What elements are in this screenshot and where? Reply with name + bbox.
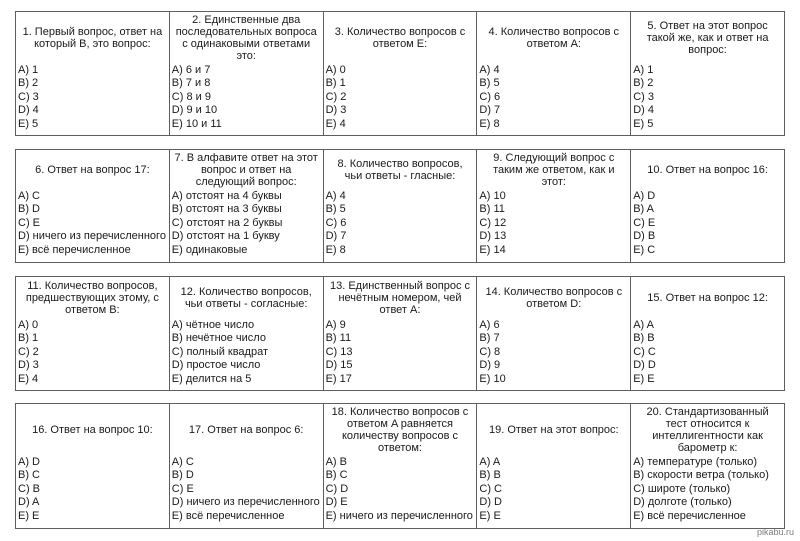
answer-option[interactable]: B) C [325, 469, 348, 482]
answer-option[interactable]: C) 3 [18, 90, 39, 103]
answer-option[interactable]: A) 0 [325, 64, 346, 76]
answer-option[interactable]: A) B [325, 456, 347, 468]
answer-option[interactable]: A) D [18, 456, 40, 468]
answer-option[interactable]: B) 2 [18, 77, 39, 90]
answer-option[interactable]: B) 7 и 8 [171, 77, 211, 90]
answer-option[interactable]: E) всё перечисленное [633, 509, 746, 522]
question-block-3 [15, 276, 785, 391]
answer-option[interactable]: A) температуре (только) [633, 456, 758, 468]
answer-option[interactable]: A) 6 [479, 319, 500, 331]
answer-options [631, 456, 784, 528]
question-cell [323, 404, 477, 528]
answer-option[interactable]: C) 2 [325, 90, 347, 103]
answer-option[interactable]: A) C [18, 190, 40, 202]
answer-option[interactable]: E) всё перечисленное [171, 509, 285, 522]
answer-option[interactable]: C) B [18, 482, 40, 495]
answer-option[interactable]: B) отстоят на 3 буквы [171, 203, 282, 216]
answer-option[interactable]: D) 4 [633, 104, 654, 117]
question-cell [169, 277, 323, 390]
question-text: 12. Количество вопросов, чьи ответы - согласные: [180, 286, 312, 310]
answer-option[interactable]: D) A [18, 496, 40, 509]
question-text: 2. Единственные два последовательных вопроса с одинаковыми ответами это: [175, 14, 317, 62]
answer-option[interactable]: D) ничего из перечисленного [171, 496, 320, 509]
answer-option[interactable]: C) E [18, 216, 40, 229]
answer-option[interactable]: E) одинаковые [171, 243, 248, 256]
answer-option[interactable]: D) E [325, 496, 348, 509]
question-cell [323, 277, 477, 390]
question-text: 16. Ответ на вопрос 10: [32, 424, 153, 436]
answer-options [477, 64, 630, 135]
question-text: 19. Ответ на этот вопрос: [488, 424, 619, 436]
question-text: 5. Ответ на этот вопрос такой же, как и ответ на вопрос: [646, 20, 769, 56]
answer-option[interactable]: E) 5 [18, 117, 39, 130]
answer-option[interactable]: A) A [479, 456, 501, 468]
answer-option[interactable]: A) чётное число [171, 319, 255, 331]
answer-options [16, 319, 169, 390]
answer-option[interactable]: B) 11 [325, 332, 352, 345]
answer-option[interactable]: C) E [633, 216, 656, 229]
question-text: 17. Ответ на вопрос 6: [188, 424, 304, 436]
answer-option[interactable]: B) 1 [18, 332, 39, 345]
question-cell [476, 277, 630, 390]
question-cell [16, 12, 169, 135]
answer-option[interactable]: E) 8 [479, 117, 500, 130]
answer-options [170, 190, 323, 262]
question-cell [630, 404, 784, 528]
answer-option[interactable]: A) 0 [18, 319, 39, 331]
question-text: 7. В алфавите ответ на этот вопрос и ответ на следующий вопрос: [174, 152, 318, 188]
answer-options [324, 319, 477, 390]
answer-option[interactable]: B) 1 [325, 77, 346, 90]
answer-option[interactable]: E) 8 [325, 243, 346, 256]
answer-option[interactable]: C) 3 [633, 90, 654, 103]
question-text: 9. Следующий вопрос с таким же ответом, как и этот: [493, 152, 615, 188]
question-cell [169, 404, 323, 528]
question-cell [630, 12, 784, 135]
answer-options [16, 190, 169, 262]
question-text: 8. Количество вопросов, чьи ответы - гласные: [337, 158, 463, 182]
answer-option[interactable]: D) D [479, 496, 502, 509]
question-cell [323, 12, 477, 135]
answer-options [324, 190, 477, 262]
answer-option[interactable]: C) E [171, 482, 194, 495]
answer-option[interactable]: B) 5 [479, 77, 500, 90]
answer-option[interactable]: B) D [171, 469, 194, 482]
answer-option[interactable]: C) 6 [325, 216, 347, 229]
question-block-2 [15, 149, 785, 263]
answer-option[interactable]: C) 2 [18, 345, 39, 358]
answer-option[interactable]: C) 6 [479, 90, 501, 103]
answer-options [477, 319, 630, 390]
answer-option[interactable]: B) A [633, 203, 654, 216]
answer-options [170, 319, 323, 390]
question-cell [476, 404, 630, 528]
answer-option[interactable]: D) 13 [479, 230, 507, 243]
answer-option[interactable]: D) 3 [18, 359, 39, 372]
answer-option[interactable]: C) C [633, 345, 656, 358]
question-block-1 [15, 11, 785, 136]
answer-option[interactable]: D) 7 [325, 230, 347, 243]
answer-option[interactable]: B) B [633, 332, 655, 345]
question-cell [630, 277, 784, 390]
answer-option[interactable]: E) ничего из перечисленного [325, 509, 473, 522]
answer-option[interactable]: E) C [633, 243, 656, 256]
answer-option[interactable]: C) 13 [325, 345, 353, 358]
question-text: 15. Ответ на вопрос 12: [647, 292, 768, 304]
question-text: 20. Стандартизованный тест относится к интеллигентности как барометр к: [646, 406, 769, 454]
answer-option[interactable]: D) 4 [18, 104, 39, 117]
question-text: 3. Количество вопросов с ответом E: [334, 26, 466, 50]
answer-option[interactable]: E) E [479, 509, 501, 522]
question-text: 14. Количество вопросов с ответом D: [485, 286, 623, 310]
question-cell [16, 150, 169, 262]
answer-option[interactable]: B) 11 [479, 203, 505, 216]
answer-option[interactable]: E) всё перечисленное [18, 243, 131, 256]
answer-option[interactable]: A) 1 [633, 64, 654, 76]
question-cell [476, 12, 630, 135]
answer-option[interactable]: B) нечётное число [171, 332, 266, 345]
answer-option[interactable]: A) 6 и 7 [171, 64, 211, 76]
question-cell [476, 150, 630, 262]
answer-option[interactable]: C) D [325, 482, 349, 495]
question-text: 18. Количество вопросов с ответом A равняется количеству вопросов с ответом: [331, 406, 469, 454]
answer-option[interactable]: B) C [18, 469, 40, 482]
answer-options [324, 456, 477, 528]
answer-option[interactable]: E) 5 [633, 117, 654, 130]
answer-option[interactable]: A) 9 [325, 319, 346, 331]
answer-option[interactable]: D) B [633, 230, 656, 243]
question-text: 1. Первый вопрос, ответ на который B, это вопрос: [22, 26, 163, 50]
answer-option[interactable]: A) D [633, 190, 656, 202]
answer-option[interactable]: D) долготе (только) [633, 496, 732, 509]
question-text: 6. Ответ на вопрос 17: [35, 164, 150, 176]
answer-options [16, 64, 169, 135]
answer-option[interactable]: A) 1 [18, 64, 39, 76]
question-text: 11. Количество вопросов, предшествующих этому, с ответом B: [25, 280, 159, 316]
answer-option[interactable]: D) 15 [325, 359, 353, 372]
answer-option[interactable]: C) 12 [479, 216, 507, 229]
answer-option[interactable]: B) 7 [479, 332, 500, 345]
question-text: 13. Единственный вопрос с нечётным номером, чей ответ A: [329, 280, 471, 316]
answer-option[interactable]: C) полный квадрат [171, 345, 268, 358]
answer-options [477, 190, 630, 262]
answer-option[interactable]: E) 10 и 11 [171, 117, 222, 130]
answer-option[interactable]: E) 14 [479, 243, 506, 256]
answer-option[interactable]: A) 4 [325, 190, 346, 202]
answer-options [324, 64, 477, 135]
watermark: pikabu.ru [756, 527, 794, 537]
question-text: 4. Количество вопросов с ответом A: [488, 26, 620, 50]
answer-option[interactable]: D) 9 [479, 359, 501, 372]
answer-options [631, 190, 784, 262]
answer-option[interactable]: C) C [479, 482, 502, 495]
answer-option[interactable]: B) скорости ветра (только) [633, 469, 769, 482]
answer-options [170, 456, 323, 528]
answer-option[interactable]: B) 2 [633, 77, 654, 90]
question-cell [169, 12, 323, 135]
answer-options [16, 456, 169, 528]
answer-options [631, 319, 784, 390]
answer-option[interactable]: B) D [18, 203, 40, 216]
answer-options [477, 456, 630, 528]
answer-option[interactable]: C) широте (только) [633, 482, 731, 495]
answer-option[interactable]: E) 4 [18, 372, 39, 385]
answer-option[interactable]: E) 10 [479, 372, 506, 385]
question-cell [323, 150, 477, 262]
answer-option[interactable]: B) B [479, 469, 501, 482]
question-cell [630, 150, 784, 262]
answer-option[interactable]: C) 8 [479, 345, 501, 358]
answer-options [631, 64, 784, 135]
answer-option[interactable]: C) отстоят на 2 буквы [171, 216, 283, 229]
answer-option[interactable]: A) отстоят на 4 буквы [171, 190, 282, 202]
answer-option[interactable]: E) 17 [325, 372, 352, 385]
answer-option[interactable]: D) 3 [325, 104, 347, 117]
question-block-4 [15, 403, 785, 529]
answer-option[interactable]: A) 10 [479, 190, 506, 202]
answer-option[interactable]: A) 4 [479, 64, 500, 76]
answer-option[interactable]: D) отстоят на 1 букву [171, 230, 280, 243]
answer-option[interactable]: D) 9 и 10 [171, 104, 218, 117]
answer-options [170, 64, 323, 135]
answer-option[interactable]: D) простое число [171, 359, 261, 372]
question-text: 10. Ответ на вопрос 16: [647, 164, 768, 176]
question-cell [169, 150, 323, 262]
answer-option[interactable]: B) 5 [325, 203, 346, 216]
question-cell [16, 404, 169, 528]
answer-option[interactable]: E) E [633, 372, 655, 385]
answer-option[interactable]: E) делится на 5 [171, 372, 252, 385]
answer-option[interactable]: C) 8 и 9 [171, 90, 211, 103]
answer-option[interactable]: D) 7 [479, 104, 501, 117]
answer-option[interactable]: D) D [633, 359, 656, 372]
question-cell [16, 277, 169, 390]
answer-option[interactable]: E) E [18, 509, 40, 522]
answer-option[interactable]: A) C [171, 456, 194, 468]
answer-option[interactable]: E) 4 [325, 117, 346, 130]
answer-option[interactable]: A) A [633, 319, 654, 331]
answer-option[interactable]: D) ничего из перечисленного [18, 230, 166, 243]
